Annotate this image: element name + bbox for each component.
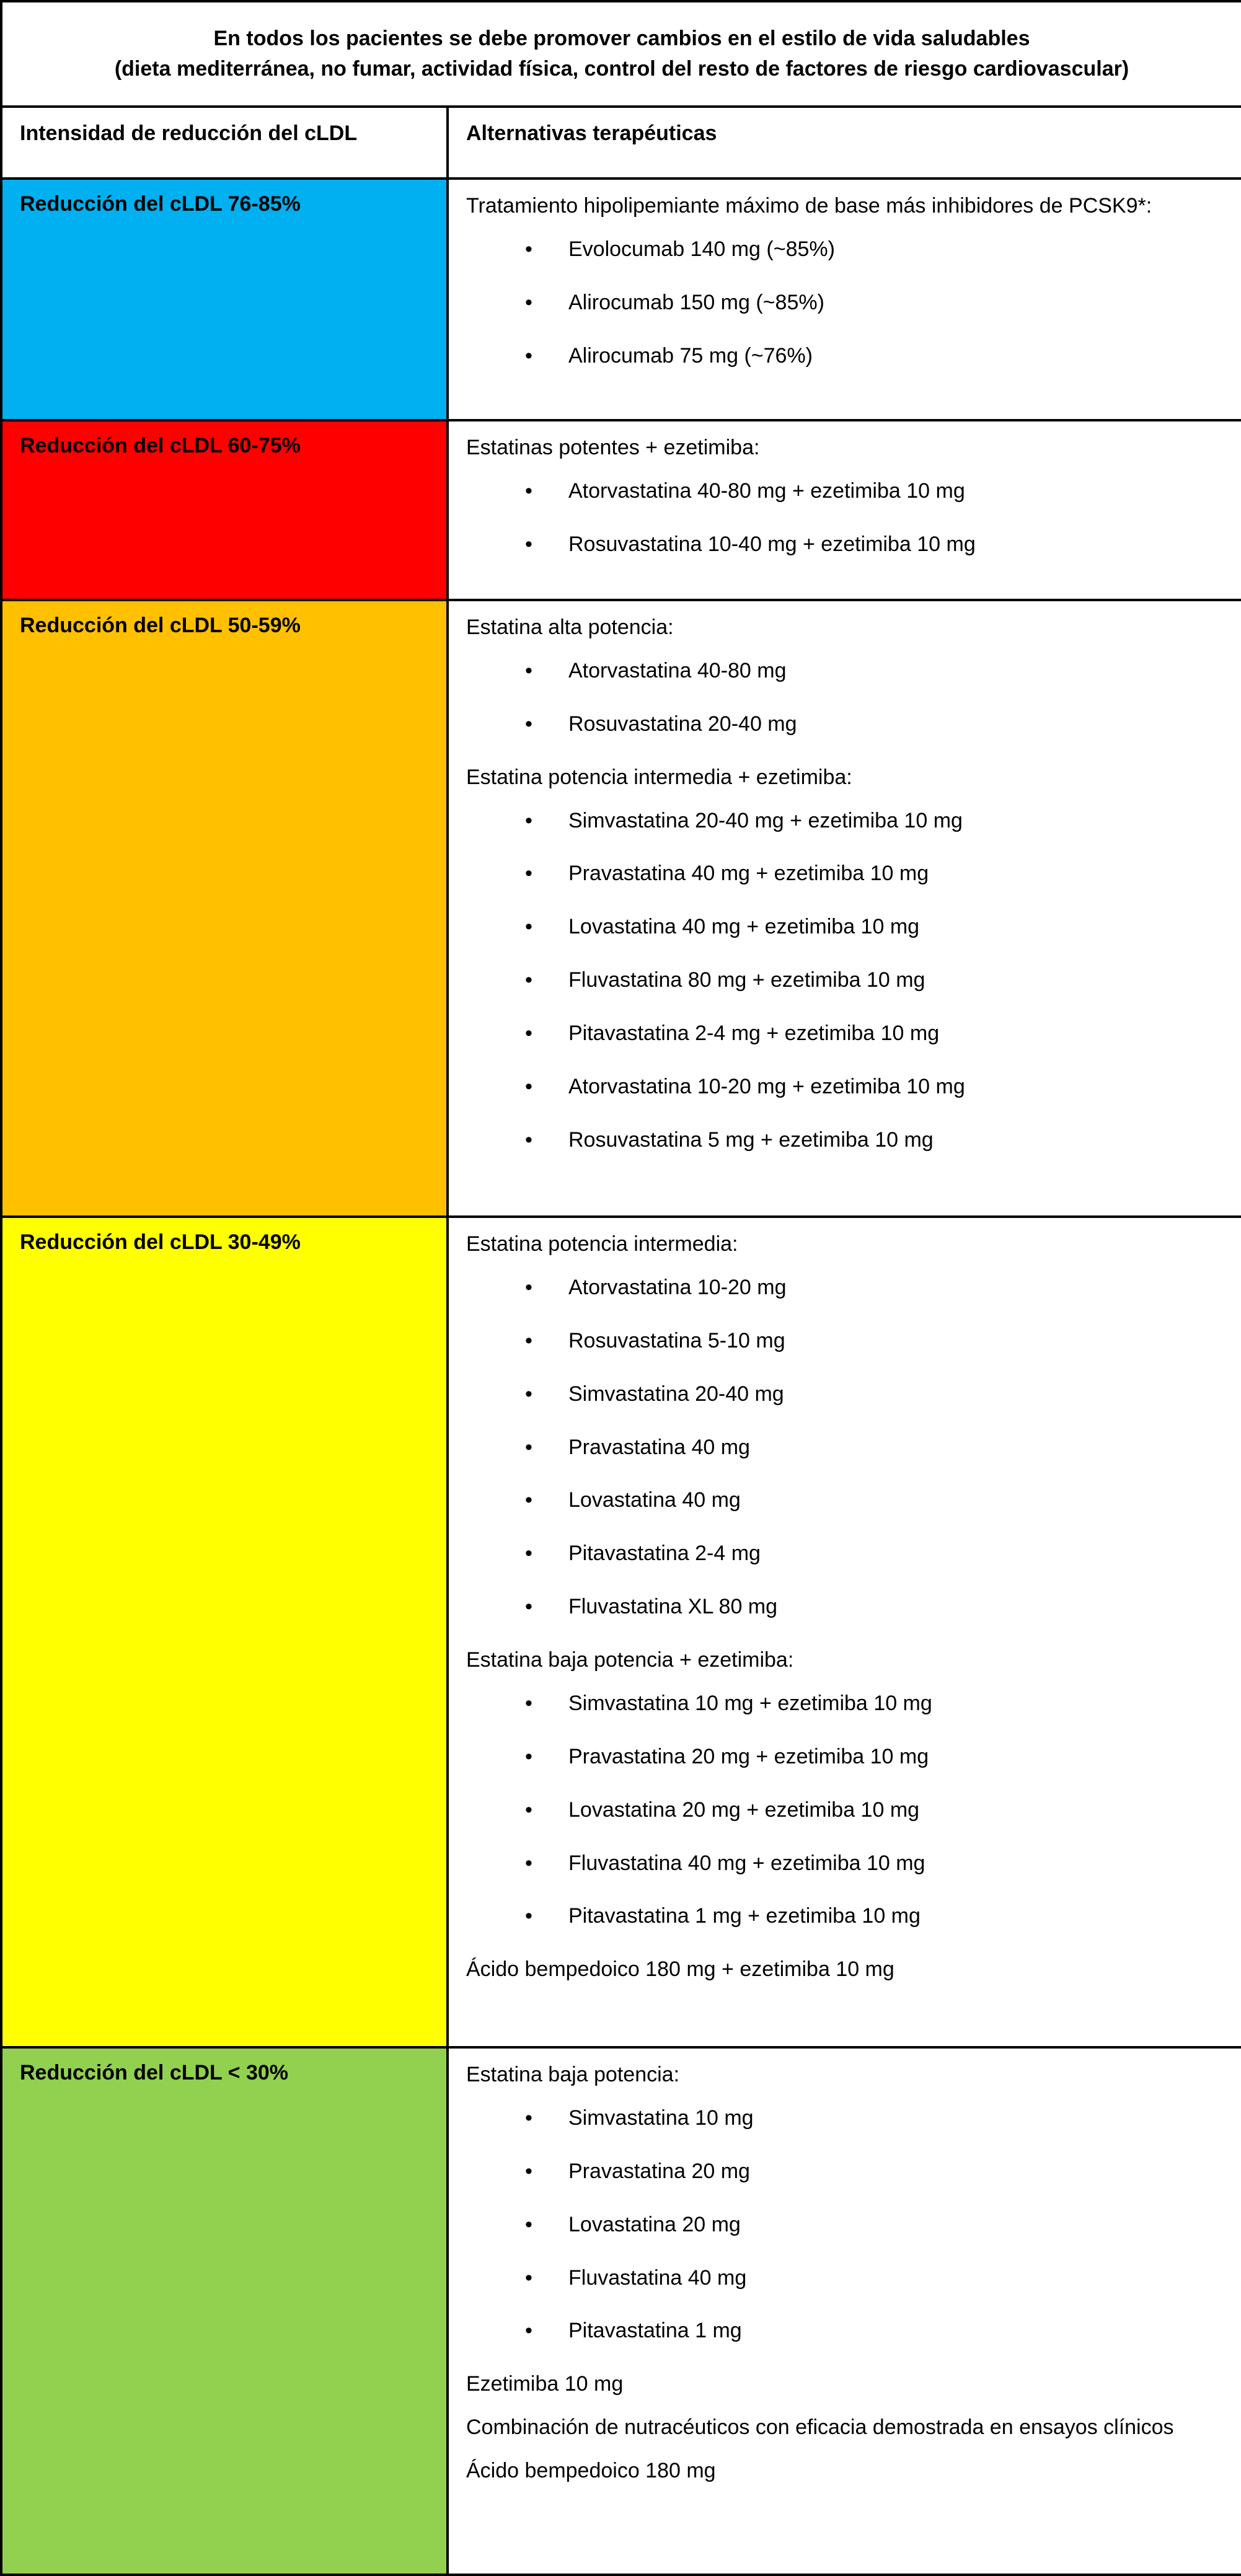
drug-text: Evolocumab 140 mg (~85%) [568,237,835,261]
drug-list-item [466,1486,1224,1514]
lifestyle-header-line-1: En todos los pacientes se debe promover cambios en el estilo de vida saludables [213,26,1030,50]
lifestyle-header [1,1,1241,107]
drug-list-item [466,2104,1224,2132]
drug-text: Fluvastatina XL 80 mg [568,1595,778,1619]
bullet-icon: • [525,1382,532,1406]
drug-list [466,1690,1224,1930]
therapeutic-alternatives [448,420,1241,600]
drug-list [466,807,1224,1154]
drug-list-item [466,710,1224,738]
bullet-icon: • [525,1595,532,1619]
reduction-row [1,2047,1241,2575]
drug-list-item [466,1743,1224,1771]
drug-list-item [466,2211,1224,2239]
alternative-heading: Estatina potencia intermedia: [466,1232,738,1256]
drug-list-item [466,2317,1224,2345]
bullet-icon: • [525,2212,532,2236]
alternative-heading: Tratamiento hipolipemiante máximo de base más inhibidores de PCSK9*: [466,194,1152,218]
drug-text: Fluvastatina 40 mg [568,2265,747,2290]
alternative-heading: Estatina baja potencia: [466,2063,680,2086]
drug-list-item [466,1073,1224,1101]
bullet-icon: • [525,1275,532,1299]
drug-list-item [466,657,1224,685]
drug-text: Pravastatina 20 mg [568,2159,750,2183]
drug-text: Fluvastatina 80 mg + ezetimiba 10 mg [568,968,925,992]
drug-list-item [466,2158,1224,2186]
bullet-icon: • [525,1744,532,1768]
drug-text: Alirocumab 150 mg (~85%) [568,290,824,314]
drug-list [466,1274,1224,1621]
drug-text: Lovastatina 40 mg [568,1488,741,1512]
drug-text: Pitavastatina 2-4 mg + ezetimiba 10 mg [568,1021,940,1045]
therapeutic-alternatives [448,1217,1241,2047]
alternative-heading: Estatina alta potencia: [466,615,674,639]
drug-list-item [466,289,1224,317]
bullet-icon: • [525,290,532,314]
drug-text: Atorvastatina 40-80 mg + ezetimiba 10 mg [568,479,965,503]
bullet-icon: • [525,968,532,992]
drug-text: Lovastatina 40 mg + ezetimiba 10 mg [568,915,920,939]
drug-list-item [466,236,1224,263]
drug-list [466,477,1224,558]
drug-text: Pitavastatina 2-4 mg [568,1542,761,1566]
treatment-table-body [1,1,1241,2575]
drug-list-item [466,342,1224,370]
bullet-icon: • [525,862,532,886]
drug-list-item [466,1902,1224,1930]
bullet-icon: • [525,1328,532,1352]
bullet-icon: • [525,1904,532,1928]
bullet-icon: • [525,532,532,556]
drug-list-item [466,1796,1224,1824]
reduction-label: Reducción del cLDL 76-85% [1,179,448,420]
drug-list-item [466,1540,1224,1568]
drug-list [466,236,1224,370]
therapeutic-alternatives [448,2047,1241,2575]
drug-list-item [466,1380,1224,1408]
drug-text: Atorvastatina 10-20 mg + ezetimiba 10 mg [568,1074,965,1098]
column-header-row [1,107,1241,179]
drug-list-item [466,1850,1224,1877]
drug-list-item [466,1434,1224,1462]
reduction-label: Reducción del cLDL < 30% [1,2047,448,2575]
reduction-label: Reducción del cLDL 60-75% [1,420,448,600]
drug-text: Pitavastatina 1 mg [568,2319,742,2343]
alternative-heading: Estatina potencia intermedia + ezetimiba: [466,765,852,789]
bullet-icon: • [525,2106,532,2130]
drug-text: Rosuvastatina 5 mg + ezetimiba 10 mg [568,1127,934,1152]
alternative-heading: Estatina baja potencia + ezetimiba: [466,1648,794,1672]
drug-list-item [466,913,1224,941]
drug-text: Atorvastatina 10-20 mg [568,1275,787,1299]
drug-text: Pravastatina 20 mg + ezetimiba 10 mg [568,1744,929,1768]
drug-list-item [466,966,1224,994]
bullet-icon: • [525,2265,532,2290]
reduction-label: Reducción del cLDL 50-59% [1,600,448,1217]
reduction-row [1,600,1241,1217]
header-row [1,1,1241,107]
bullet-icon: • [525,1797,532,1822]
drug-text: Rosuvastatina 10-40 mg + ezetimiba 10 mg [568,532,976,556]
bullet-icon: • [525,479,532,503]
drug-text: Rosuvastatina 5-10 mg [568,1328,785,1352]
reduction-row [1,179,1241,420]
drug-text: Pravastatina 40 mg [568,1435,750,1459]
drug-list-item [466,860,1224,888]
bullet-icon: • [525,343,532,368]
drug-text: Alirocumab 75 mg (~76%) [568,343,813,368]
drug-text: Pravastatina 40 mg + ezetimiba 10 mg [568,862,929,886]
bullet-icon: • [525,1542,532,1566]
column-header-intensity: Intensidad de reducción del cLDL [1,107,448,179]
bullet-icon: • [525,1074,532,1098]
alternative-heading: Ezetimiba 10 mg [466,2372,624,2396]
drug-text: Lovastatina 20 mg [568,2212,741,2236]
drug-list-item [466,1690,1224,1718]
alternative-heading: Ácido bempedoico 180 mg [466,2459,716,2482]
bullet-icon: • [525,1021,532,1045]
alternative-heading: Estatinas potentes + ezetimiba: [466,436,760,459]
bullet-icon: • [525,1691,532,1715]
reduction-row [1,1217,1241,2047]
drug-list-item [466,531,1224,558]
alternative-heading: Combinación de nutracéuticos con eficacia demostrada en ensayos clínicos [466,2415,1174,2440]
bullet-icon: • [525,658,532,682]
drug-text: Atorvastatina 40-80 mg [568,658,787,682]
drug-list [466,2104,1224,2345]
bullet-icon: • [525,1851,532,1875]
drug-list [466,657,1224,738]
column-header-alternatives: Alternativas terapéuticas [448,107,1241,179]
bullet-icon: • [525,2319,532,2343]
drug-list-item [466,2264,1224,2292]
drug-list-item [466,1126,1224,1154]
drug-text: Lovastatina 20 mg + ezetimiba 10 mg [568,1797,920,1822]
drug-text: Simvastatina 20-40 mg + ezetimiba 10 mg [568,808,963,832]
drug-list-item [466,1327,1224,1355]
reduction-label: Reducción del cLDL 30-49% [1,1217,448,2047]
bullet-icon: • [525,1488,532,1512]
therapeutic-alternatives [448,600,1241,1217]
drug-text: Simvastatina 10 mg + ezetimiba 10 mg [568,1691,932,1715]
drug-text: Fluvastatina 40 mg + ezetimiba 10 mg [568,1851,925,1875]
alternative-heading: Ácido bempedoico 180 mg + ezetimiba 10 mg [466,1957,894,1982]
drug-list-item [466,807,1224,835]
bullet-icon: • [525,712,532,736]
drug-list-item [466,1593,1224,1621]
bullet-icon: • [525,2159,532,2183]
drug-list-item [466,1274,1224,1302]
drug-text: Rosuvastatina 20-40 mg [568,712,797,736]
lifestyle-header-line-2: (dieta mediterránea, no fumar, actividad física, control del resto de factores de riesgo cardiovascular) [114,57,1129,81]
bullet-icon: • [525,915,532,939]
bullet-icon: • [525,237,532,261]
therapeutic-alternatives [448,179,1241,420]
drug-text: Pitavastatina 1 mg + ezetimiba 10 mg [568,1904,921,1928]
bullet-icon: • [525,1127,532,1152]
drug-text: Simvastatina 20-40 mg [568,1382,784,1406]
bullet-icon: • [525,808,532,832]
bullet-icon: • [525,1435,532,1459]
drug-list-item [466,1020,1224,1048]
drug-list-item [466,477,1224,505]
reduction-row [1,420,1241,600]
drug-text: Simvastatina 10 mg [568,2106,754,2130]
